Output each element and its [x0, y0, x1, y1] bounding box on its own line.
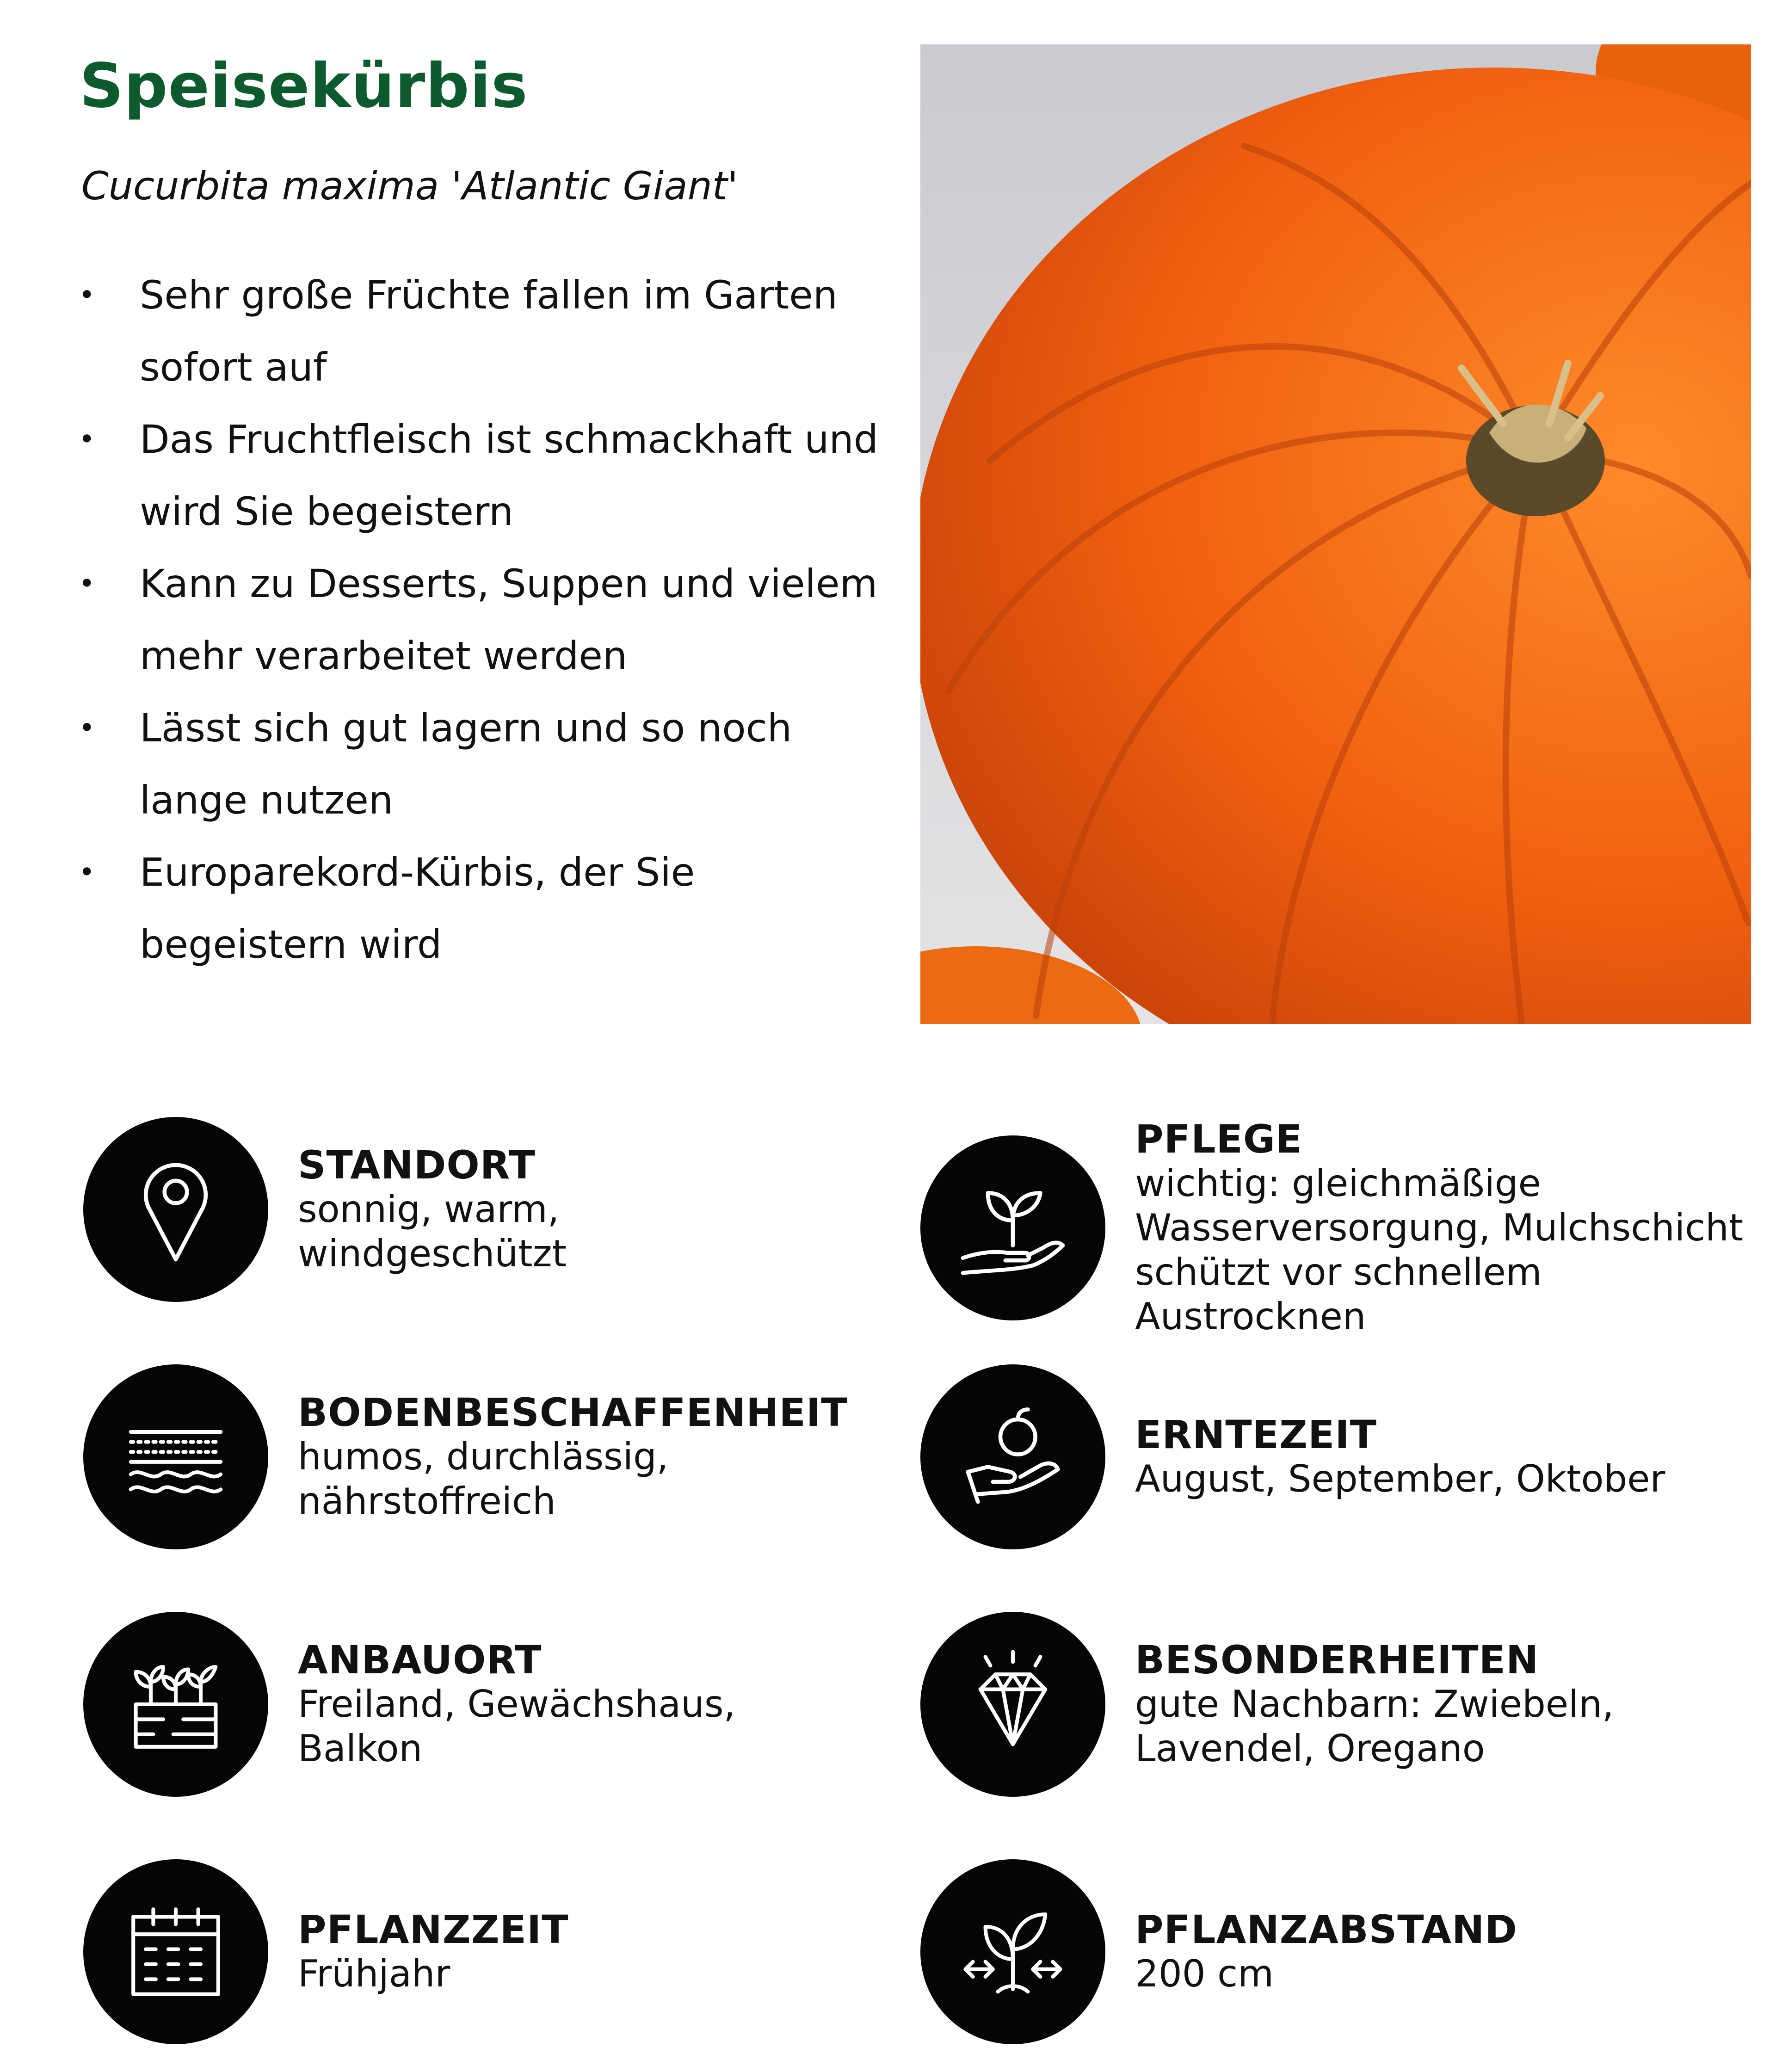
feature-item: • Das Fruchtfleisch ist schmackhaft und wird Sie begeistern: [69, 403, 893, 548]
planter-box-icon: [113, 1642, 238, 1767]
info-value: sonnig, warm, windgeschützt: [298, 1188, 567, 1275]
feature-item: • Sehr große Früchte fallen im Garten sofort auf: [69, 259, 893, 403]
calendar-icon: [113, 1889, 238, 2014]
feature-list: [69, 259, 893, 980]
info-bodenbeschaffenheit: [83, 1364, 848, 1549]
info-value: gute Nachbarn: Zwiebeln, Lavendel, Oregano: [1135, 1683, 1614, 1770]
icon-circle: [920, 1364, 1105, 1549]
soil-layers-icon: [113, 1394, 238, 1519]
info-besonderheiten: [920, 1612, 1776, 1797]
plant-in-hand-icon: [950, 1166, 1075, 1290]
info-label: BESONDERHEITEN: [1135, 1637, 1539, 1683]
feature-item: • Lässt sich gut lagern und so noch lange nutzen: [69, 692, 893, 836]
icon-circle: [83, 1117, 268, 1302]
icon-circle: [83, 1859, 268, 2044]
pumpkin-photo: [920, 44, 1751, 1024]
info-label: PFLANZZEIT: [298, 1907, 569, 1952]
botanical-name: Cucurbita maxima 'Atlantic Giant': [81, 163, 738, 209]
icon-circle: [920, 1612, 1105, 1797]
plant-spacing-icon: [950, 1889, 1075, 2014]
info-label: ANBAUORT: [298, 1637, 542, 1683]
pumpkin-illustration: [920, 44, 1751, 1024]
feature-item: • Kann zu Desserts, Suppen und vielem mehr verarbeitet werden: [69, 548, 893, 692]
info-pflanzzeit: [83, 1859, 830, 2044]
info-label: STANDORT: [298, 1142, 536, 1188]
info-pflege: [920, 1117, 1776, 1339]
icon-circle: [83, 1612, 268, 1797]
info-pflanzabstand: [920, 1859, 1776, 2044]
info-label: ERNTEZEIT: [1135, 1412, 1377, 1457]
feature-item: • Europarekord-Kürbis, der Sie begeistern wird: [69, 836, 893, 980]
location-pin-icon: [113, 1147, 238, 1272]
info-value: 200 cm: [1135, 1952, 1274, 1995]
icon-circle: [83, 1364, 268, 1549]
info-value: wichtig: gleichmäßige Wasserversorgung, Mulchschicht schützt vor schnellem Austrocknen: [1135, 1162, 1744, 1338]
page-title: Speisekürbis: [80, 50, 528, 122]
info-value: August, September, Oktober: [1135, 1457, 1665, 1500]
info-value: Freiland, Gewächshaus, Balkon: [298, 1683, 735, 1770]
harvest-hand-icon: [950, 1394, 1075, 1519]
icon-circle: [920, 1135, 1105, 1320]
icon-circle: [920, 1859, 1105, 2044]
info-label: PFLEGE: [1135, 1116, 1303, 1162]
info-label: BODENBESCHAFFENHEIT: [298, 1390, 848, 1435]
info-anbauort: [83, 1612, 830, 1797]
info-standort: [83, 1117, 830, 1302]
diamond-icon: [950, 1642, 1075, 1767]
info-erntezeit: [920, 1364, 1776, 1549]
info-value: humos, durchlässig, nährstoffreich: [298, 1435, 669, 1523]
info-label: PFLANZABSTAND: [1135, 1907, 1518, 1952]
info-value: Frühjahr: [298, 1952, 450, 1995]
